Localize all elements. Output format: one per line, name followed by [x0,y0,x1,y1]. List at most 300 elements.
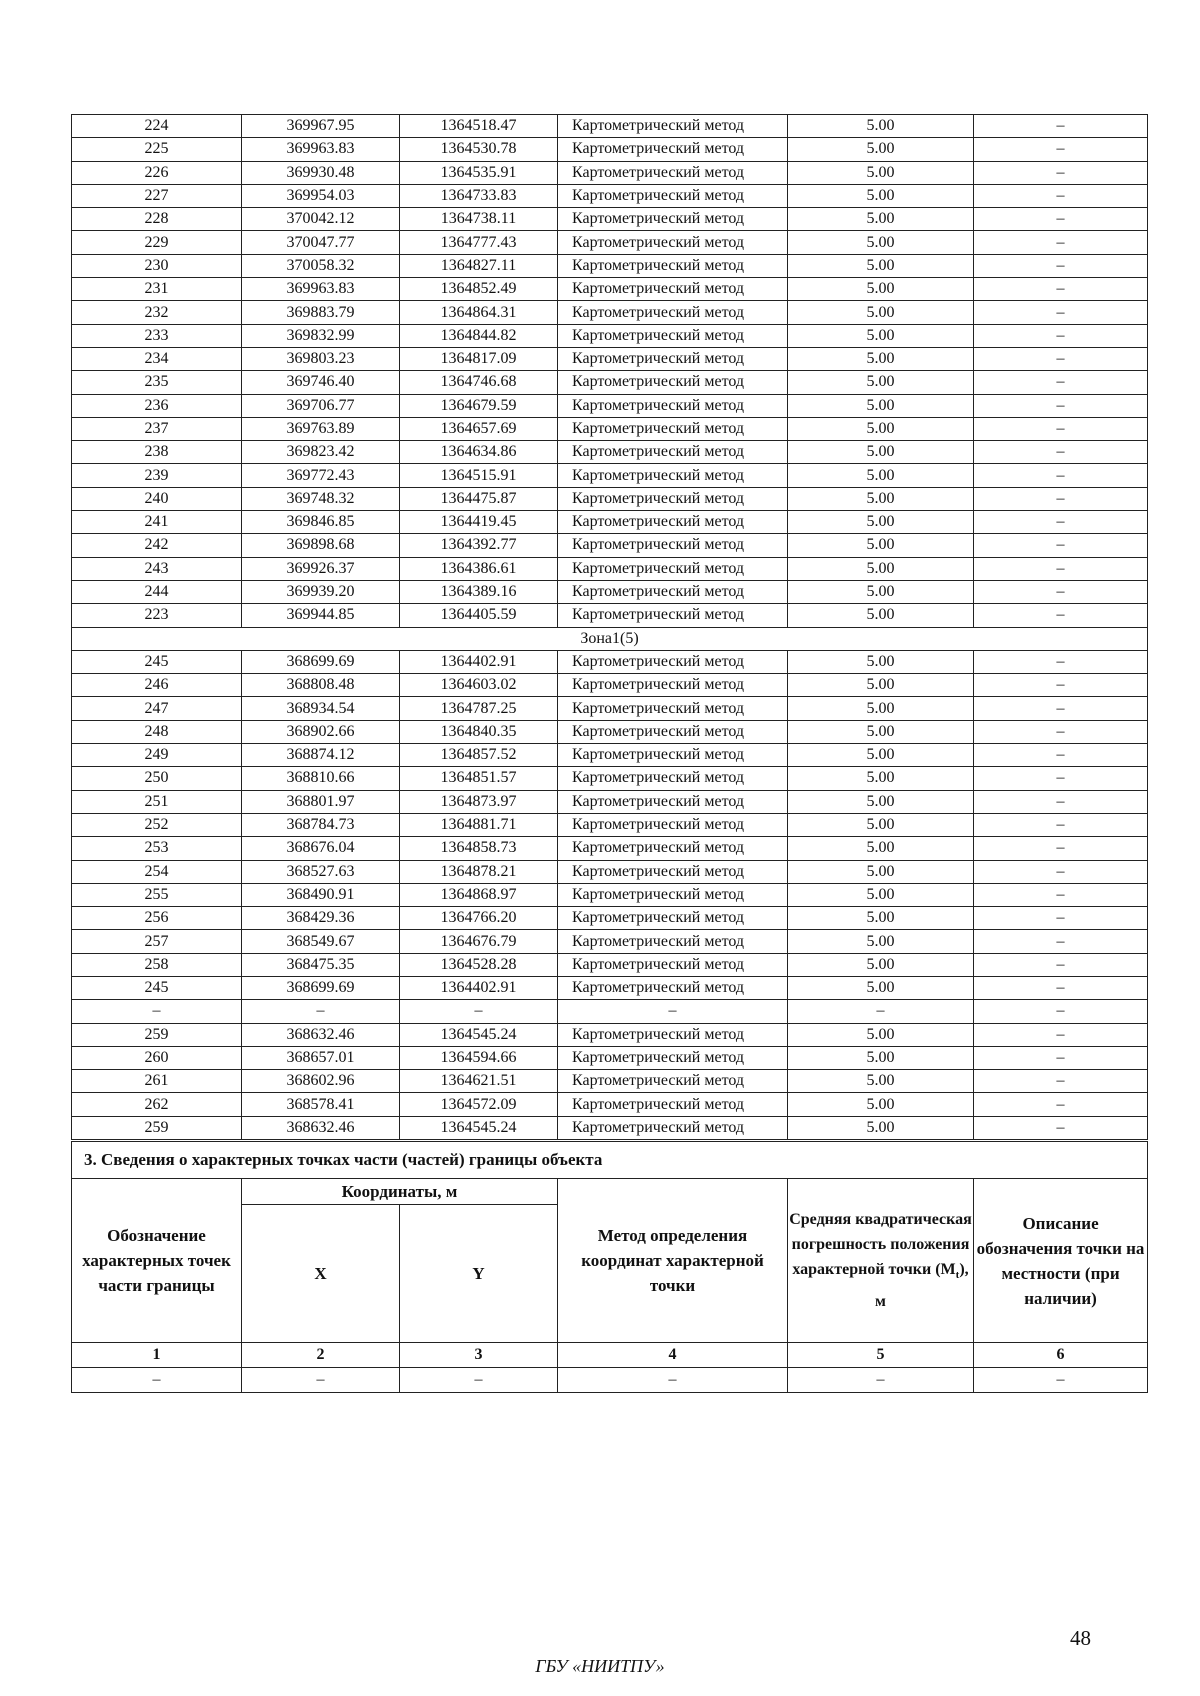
table-cell: – [974,184,1148,207]
table-cell: 368934.54 [242,697,400,720]
table-cell: 1364827.11 [400,254,558,277]
table-cell: 1364864.31 [400,301,558,324]
table-cell: Картометрический метод [558,115,788,138]
table-row [72,720,1148,743]
table-cell: 5.00 [788,650,974,673]
table-row [72,324,1148,347]
table-cell: 255 [72,883,242,906]
zone-label: Зона1(5) [72,627,1148,650]
table-cell: – [974,464,1148,487]
table-cell: 369832.99 [242,324,400,347]
table-row [72,394,1148,417]
table-row [72,1000,1148,1023]
table-cell: Картометрический метод [558,580,788,603]
table-cell: Картометрический метод [558,231,788,254]
table-cell: 368632.46 [242,1116,400,1139]
table-cell: Картометрический метод [558,976,788,999]
table-cell: 368801.97 [242,790,400,813]
table-cell: Картометрический метод [558,953,788,976]
table-cell: 5.00 [788,417,974,440]
table-cell: 1364733.83 [400,184,558,207]
table-cell: 237 [72,417,242,440]
table-cell: Картометрический метод [558,511,788,534]
table-cell: – [242,1000,400,1023]
table-cell: 257 [72,930,242,953]
table-cell: – [974,674,1148,697]
table-row [72,1023,1148,1046]
table-cell: 228 [72,208,242,231]
column-number: 6 [974,1343,1148,1368]
table-cell: Картометрический метод [558,1093,788,1116]
table-cell: Картометрический метод [558,930,788,953]
table-cell: Картометрический метод [558,860,788,883]
table-row [72,278,1148,301]
table-cell: 1364621.51 [400,1070,558,1093]
table-cell: 1364858.73 [400,837,558,860]
header-method: Метод определения координат характерной точки [558,1179,788,1343]
table-cell: 250 [72,767,242,790]
table-cell: 1364676.79 [400,930,558,953]
table-cell: – [974,953,1148,976]
table-cell: – [400,1368,558,1393]
table-cell: – [974,254,1148,277]
table-cell: – [974,1000,1148,1023]
table-cell: 5.00 [788,208,974,231]
table-cell: 261 [72,1070,242,1093]
table-cell: 258 [72,953,242,976]
table-row [72,557,1148,580]
table-cell: – [974,138,1148,161]
table-cell: 5.00 [788,324,974,347]
table-cell: 233 [72,324,242,347]
table-cell: 370042.12 [242,208,400,231]
table-cell: 5.00 [788,1116,974,1139]
table-cell: 368874.12 [242,744,400,767]
table-cell: – [974,790,1148,813]
table-cell: 5.00 [788,184,974,207]
table-cell: – [974,976,1148,999]
table-cell: 369954.03 [242,184,400,207]
table-cell: – [974,580,1148,603]
table-cell: – [974,1070,1148,1093]
table-cell: Картометрический метод [558,301,788,324]
table-cell: Картометрический метод [558,487,788,510]
table-cell: 368429.36 [242,907,400,930]
table-cell: 1364475.87 [400,487,558,510]
table-cell: 1364528.28 [400,953,558,976]
table-cell: 5.00 [788,534,974,557]
table-cell: – [974,208,1148,231]
table-cell: Картометрический метод [558,650,788,673]
table-cell: 1364572.09 [400,1093,558,1116]
table-cell: – [974,930,1148,953]
table-cell: Картометрический метод [558,674,788,697]
table-cell: – [974,371,1148,394]
table-cell: Картометрический метод [558,394,788,417]
table-cell: 1364419.45 [400,511,558,534]
table-row [72,115,1148,138]
table-cell: 243 [72,557,242,580]
table-cell: Картометрический метод [558,278,788,301]
table-cell: – [974,697,1148,720]
table-cell: 5.00 [788,301,974,324]
table-cell: 1364738.11 [400,208,558,231]
table-cell: 235 [72,371,242,394]
table-cell: 5.00 [788,767,974,790]
table-cell: 5.00 [788,115,974,138]
table-cell: 253 [72,837,242,860]
table-cell: 370047.77 [242,231,400,254]
table-cell: 5.00 [788,278,974,301]
table-row [72,837,1148,860]
table-cell: 5.00 [788,720,974,743]
table-cell: 369963.83 [242,138,400,161]
table-cell: Картометрический метод [558,254,788,277]
table-cell: 369926.37 [242,557,400,580]
table-cell: – [974,1368,1148,1393]
coordinates-table [71,114,1148,1140]
table-cell: – [974,883,1148,906]
table-cell: – [974,511,1148,534]
table-cell: 246 [72,674,242,697]
table-cell: Картометрический метод [558,744,788,767]
table-cell: 1364634.86 [400,441,558,464]
table-cell: – [72,1368,242,1393]
table-cell: 368549.67 [242,930,400,953]
table-cell: 226 [72,161,242,184]
table-cell: – [974,534,1148,557]
table-row [72,604,1148,627]
table-row [72,138,1148,161]
table-cell: Картометрический метод [558,208,788,231]
table-cell: Картометрический метод [558,883,788,906]
table-cell: 5.00 [788,1023,974,1046]
table-row [72,697,1148,720]
table-cell: – [558,1000,788,1023]
table-cell: 239 [72,464,242,487]
table-cell: 5.00 [788,161,974,184]
table-cell: – [400,1000,558,1023]
section3-table [71,1141,1148,1393]
table-cell: 369963.83 [242,278,400,301]
table-cell: 1364535.91 [400,161,558,184]
table-cell: 1364402.91 [400,650,558,673]
table-cell: 369898.68 [242,534,400,557]
table-cell: 1364545.24 [400,1023,558,1046]
table-cell: 1364777.43 [400,231,558,254]
table-cell: 5.00 [788,930,974,953]
table-cell: 5.00 [788,976,974,999]
table-cell: 1364881.71 [400,813,558,836]
table-cell: 229 [72,231,242,254]
header-mean-error: Средняя квадратическая погрешность положения характерной точки $(M_t)$, м [788,1179,974,1343]
table-cell: Картометрический метод [558,464,788,487]
table-cell: 5.00 [788,394,974,417]
table-cell: 249 [72,744,242,767]
table-cell: 369803.23 [242,347,400,370]
table-cell: Картометрический метод [558,790,788,813]
table-row [72,161,1148,184]
table-cell: 223 [72,604,242,627]
table-row [72,790,1148,813]
header-row [72,1179,1148,1205]
table-row [72,744,1148,767]
table-cell: 5.00 [788,254,974,277]
table-cell: 245 [72,976,242,999]
table-cell: 5.00 [788,138,974,161]
table-row [72,534,1148,557]
table-cell: 1364515.91 [400,464,558,487]
table-cell: – [974,1046,1148,1069]
table-cell: – [974,557,1148,580]
table-row [72,767,1148,790]
table-cell: 5.00 [788,441,974,464]
table-cell: – [974,720,1148,743]
table-cell: – [72,1000,242,1023]
table-cell: 1364545.24 [400,1116,558,1139]
table-cell: Картометрический метод [558,1046,788,1069]
table-cell: 369883.79 [242,301,400,324]
table-cell: 369967.95 [242,115,400,138]
table-cell: 368490.91 [242,883,400,906]
table-cell: 247 [72,697,242,720]
table-cell: 369772.43 [242,464,400,487]
table-cell: – [974,744,1148,767]
table-cell: 368578.41 [242,1093,400,1116]
table-cell: 369823.42 [242,441,400,464]
table-cell: Картометрический метод [558,813,788,836]
page-number: 48 [1070,1626,1091,1650]
table-cell: 369763.89 [242,417,400,440]
table-cell: 262 [72,1093,242,1116]
table-row [72,511,1148,534]
table-cell: 1364868.97 [400,883,558,906]
table-cell: 368784.73 [242,813,400,836]
table-cell: Картометрический метод [558,347,788,370]
table-cell: 368527.63 [242,860,400,883]
table-cell: – [558,1368,788,1393]
column-numbers-row [72,1343,1148,1368]
table-cell: 1364787.25 [400,697,558,720]
table-cell: 248 [72,720,242,743]
table-cell: 5.00 [788,907,974,930]
table-cell: 1364679.59 [400,394,558,417]
table-cell: 5.00 [788,487,974,510]
table-row [72,674,1148,697]
table-cell: 230 [72,254,242,277]
table-cell: 370058.32 [242,254,400,277]
table-cell: 1364817.09 [400,347,558,370]
table-cell: – [974,347,1148,370]
header-coordinates: Координаты, м [242,1179,558,1205]
table-cell: 234 [72,347,242,370]
table-cell: 5.00 [788,697,974,720]
table-cell: 5.00 [788,674,974,697]
header-description: Описание обозначения точки на местности (при наличии) [974,1179,1148,1343]
table-row [72,953,1148,976]
table-cell: 1364851.57 [400,767,558,790]
table-cell: 369748.32 [242,487,400,510]
table-cell: 225 [72,138,242,161]
table-cell: 227 [72,184,242,207]
table-cell: 5.00 [788,744,974,767]
table-cell: 5.00 [788,860,974,883]
table-cell: 5.00 [788,790,974,813]
table-cell: Картометрический метод [558,557,788,580]
table-row [72,930,1148,953]
table-cell: 1364873.97 [400,790,558,813]
column-number: 2 [242,1343,400,1368]
table-row [72,1070,1148,1093]
table-cell: – [974,441,1148,464]
table-cell: – [788,1000,974,1023]
table-cell: 1364852.49 [400,278,558,301]
table-cell: Картометрический метод [558,417,788,440]
table-cell: 241 [72,511,242,534]
table-row [72,231,1148,254]
table-cell: – [974,278,1148,301]
table-cell: 232 [72,301,242,324]
section-title-row [72,1142,1148,1179]
table-cell: 254 [72,860,242,883]
table-cell: 244 [72,580,242,603]
table-cell: 368699.69 [242,650,400,673]
table-cell: 1364594.66 [400,1046,558,1069]
table-cell: Картометрический метод [558,1070,788,1093]
table-cell: – [974,907,1148,930]
column-number: 3 [400,1343,558,1368]
table-cell: 5.00 [788,1046,974,1069]
table-cell: 5.00 [788,837,974,860]
table-cell: 242 [72,534,242,557]
table-cell: Картометрический метод [558,371,788,394]
table-cell: 1364530.78 [400,138,558,161]
table-cell: – [974,231,1148,254]
table-cell: 259 [72,1023,242,1046]
table-row [72,650,1148,673]
table-cell: 5.00 [788,813,974,836]
table-cell: 1364746.68 [400,371,558,394]
table-cell: 369930.48 [242,161,400,184]
table-row [72,301,1148,324]
table-cell: – [242,1368,400,1393]
table-cell: 251 [72,790,242,813]
table-cell: 369944.85 [242,604,400,627]
table-cell: 5.00 [788,347,974,370]
table-cell: 238 [72,441,242,464]
table-cell: 1364405.59 [400,604,558,627]
table-cell: 368602.96 [242,1070,400,1093]
table-cell: 369939.20 [242,580,400,603]
table-cell: 368676.04 [242,837,400,860]
table-cell: – [974,487,1148,510]
table-cell: – [974,767,1148,790]
table-cell: 5.00 [788,511,974,534]
column-number: 1 [72,1343,242,1368]
table-row [72,1093,1148,1116]
table-cell: Картометрический метод [558,324,788,347]
table-cell: 245 [72,650,242,673]
table-cell: 1364878.21 [400,860,558,883]
table-cell: 1364402.91 [400,976,558,999]
table-row [72,976,1148,999]
table-cell: – [974,837,1148,860]
table-cell: 236 [72,394,242,417]
table-cell: 1364657.69 [400,417,558,440]
table-row [72,813,1148,836]
table-row [72,254,1148,277]
table-cell: 1364392.77 [400,534,558,557]
table-cell: Картометрический метод [558,1023,788,1046]
table-cell: – [788,1368,974,1393]
table-cell: – [974,650,1148,673]
table-cell: 368632.46 [242,1023,400,1046]
table-cell: – [974,417,1148,440]
table-cell: 5.00 [788,580,974,603]
table-cell: 5.00 [788,1093,974,1116]
table-cell: – [974,324,1148,347]
table-cell: – [974,115,1148,138]
table-cell: 368699.69 [242,976,400,999]
table-cell: Картометрический метод [558,604,788,627]
table-cell: Картометрический метод [558,441,788,464]
table-cell: 5.00 [788,604,974,627]
table-row [72,417,1148,440]
table-cell: 368657.01 [242,1046,400,1069]
table-cell: 5.00 [788,231,974,254]
table-cell: 231 [72,278,242,301]
table-cell: – [974,161,1148,184]
table-cell: Картометрический метод [558,184,788,207]
table-cell: 5.00 [788,371,974,394]
table-cell: – [974,1093,1148,1116]
table-cell: 256 [72,907,242,930]
table-cell: Картометрический метод [558,1116,788,1139]
table-cell: 369846.85 [242,511,400,534]
header-y: Y [400,1205,558,1343]
table-cell: 1364386.61 [400,557,558,580]
table-cell: 1364603.02 [400,674,558,697]
table-cell: 1364857.52 [400,744,558,767]
table-cell: 260 [72,1046,242,1069]
table-cell: Картометрический метод [558,767,788,790]
table-cell: 1364389.16 [400,580,558,603]
table-cell: 259 [72,1116,242,1139]
zone-row [72,627,1148,650]
table-cell: 368902.66 [242,720,400,743]
table-row [72,1046,1148,1069]
table-cell: – [974,1023,1148,1046]
table-cell: 240 [72,487,242,510]
table-cell: Картометрический метод [558,138,788,161]
table-cell: 5.00 [788,464,974,487]
header-x: X [242,1205,400,1343]
table-row [72,907,1148,930]
table-cell: Картометрический метод [558,837,788,860]
table-cell: 5.00 [788,883,974,906]
table-cell: Картометрический метод [558,720,788,743]
table-cell: 369706.77 [242,394,400,417]
table-row [72,441,1148,464]
table-row [72,464,1148,487]
table-cell: – [974,301,1148,324]
table-row [72,860,1148,883]
table-cell: – [974,604,1148,627]
column-number: 5 [788,1343,974,1368]
table-cell: 224 [72,115,242,138]
table-cell: 368475.35 [242,953,400,976]
table-row [72,347,1148,370]
